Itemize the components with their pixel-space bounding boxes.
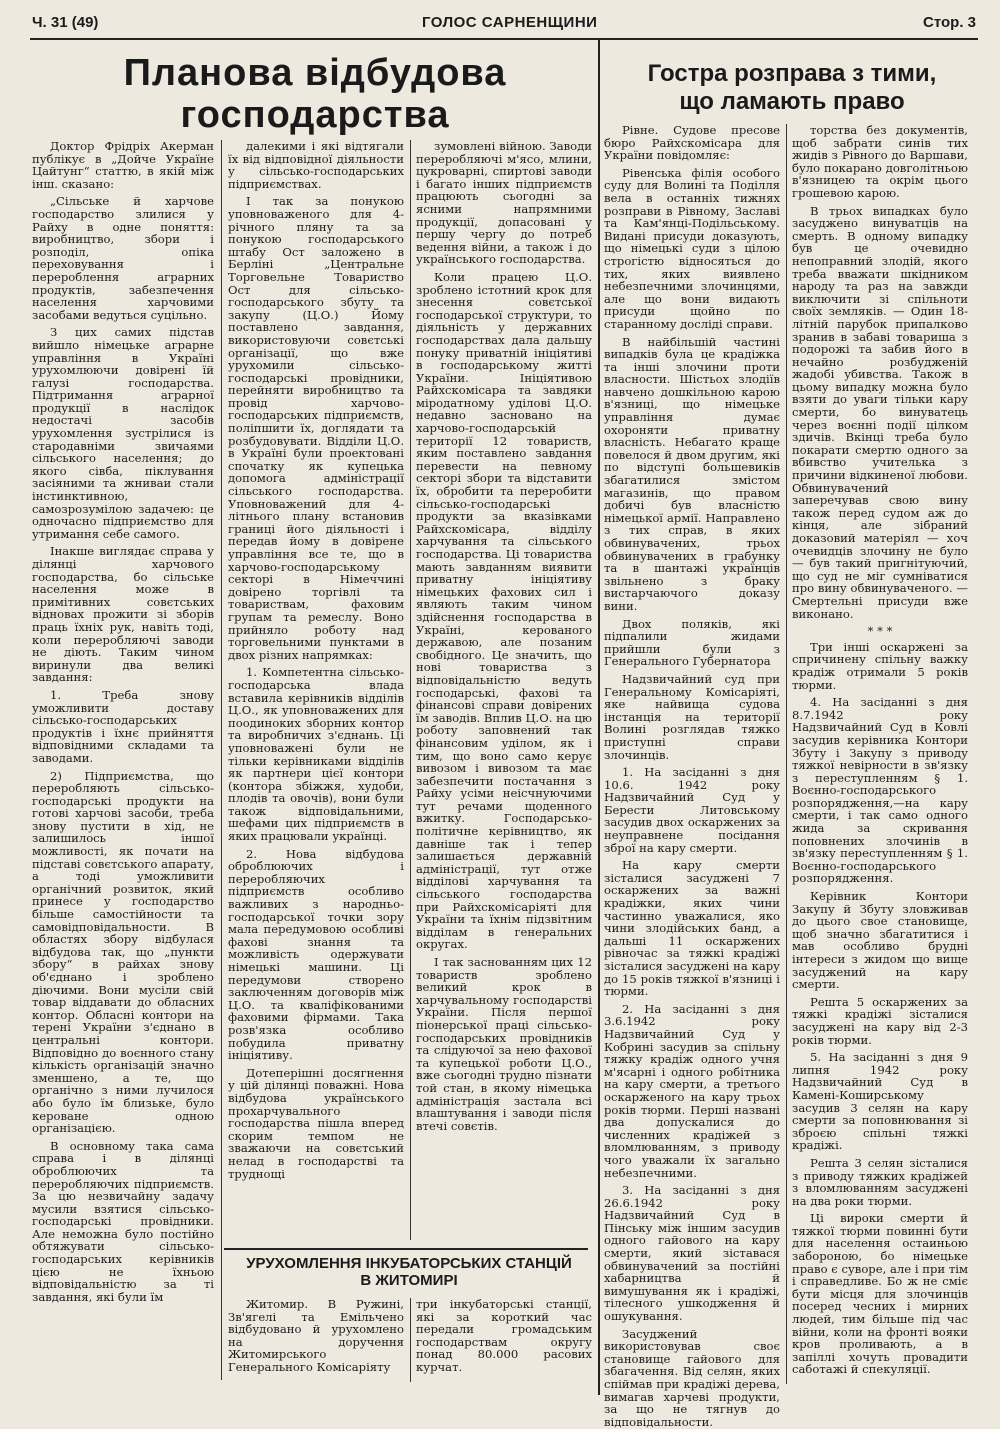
paragraph: Коли працею Ц.О. зроблено істотний крок для знесення совєтської господарської структури, то діяльність у державних господарствах дала дальшу понуку приватній ініціятиві в господарському житті України. Ініціятивою Райхскомісара та завдяки міродатному уділові Ц.О. недавно засновано на харчово-господарській території 12 товариств, яким поставлено завдання перевести на певному секторі збори та відставити їх, обробити та переробити сільсько-господарські продукти за вказівками Райхскомісара, відділу харчування та сільського господарства. Ці товариства мають завданням виявити приватну ініціятиву німецьких фахових сил і являють таким чином здійснення господарства в Україні, керованого державою, але позаним свобідного. Це значить, що нові товариства з відповідальністю ведуть господарські, фахові та фінансові справи довірених їм заводів. Вплив Ц.О. на цю роботу заповнений так фінансовим уділом, як і тим, що воно само керує вивозом і вивозом та має забезпечити постачання з Райху усіми неісчнуючими тут речами щоденного вжитку. Господарсько-політичне керівництво, як давніше так і тепер залишається державній адміністрації, тут отже відділові харчування та сільського господарства при Райхскомісаріяті для України та їхнім підзвітним відділам в генеральних округах. (416, 269, 592, 952)
article3-paragraph: Житомир. В Ружині, Зв'ягелі та Емільчено відбудовано й урухомлено на доручення Житомирського Генерального Комісаріяту (228, 1297, 404, 1374)
article2-column-2 (792, 124, 968, 1390)
paragraph: 2) Підприємства, що переробляють сільсько-господарські продукти на готові харчові засоби, треба знову пустити в хід, не залишилось іншої можливості, як почати на підставі совєтського апарату, а тоді уможливити органічний розвиток, який принесе у господарство більше самостійности та самовідповідальности. В областях збору відбулася відбудова так, що „пункти збору“ в райхах знову об'єднано і зроблено діючими. Вони мусіли свій товар віддавати до обласних контор. Обласні контори на терені України з'єднано в центральні контори. Відповідно до воєнного стану кількість організацій значно зменшено, а те, що органічно з ними лучилося або було їм близьке, було кероване одною організацією. (32, 768, 214, 1136)
article3-column-2 (416, 1298, 592, 1390)
column-divider (410, 140, 411, 1240)
section-separator: * * * (867, 624, 893, 639)
article1-headline-line2: господарства (180, 94, 450, 136)
paragraph: В основному така сама справа і в ділянці оброблюючих та переробляючих підприємств. За цю незвичайну задачу мусили взятися сільсько-господарські провідники. Але неможна було постійно обтяжувати сільсько-господарських керівників цією не їхньою відповідальністю за ті завдання, які були їм (32, 1138, 214, 1304)
article1-headline (40, 52, 590, 136)
article3-top-rule (224, 1248, 588, 1250)
article1-column-3 (416, 140, 592, 1240)
article2-headline (606, 60, 978, 116)
paragraph: І так заснованням цих 12 товариств зроблено великий крок в харчувальному господарстві України. Після першої піонерської праці сільсько-господарських провідників та слідуючої за нею фахової та купецької роботи Ц.О., вже сьогодні трудно пізнати той стан, в якому німецька адміністрація застала всі влаштування і заводи після втечі совєтів. (416, 955, 592, 1133)
article3-headline-line2: В ЖИТОМИРІ (360, 1272, 458, 1289)
header-rule (30, 38, 978, 40)
paragraph: Двох поляків, які підпалили жидами прийшли були з Генерального Губернатора (604, 616, 780, 669)
paragraph: В трьох випадках було засуджено винуватців на смерть. В одному випадку був це очевидно непоправний злодій, якого треба вважати шкідником народу та раз на завжди виключити зі спільноти своїх земляків. — Один 18-літній парубок припалково зранив в забаві товариша з подорожі та забив його в нечайно розбудженій жадобі убивства. Також в цьому випадку можна було взяти до уваги тільки кару смерти, бо винуватець через воєнні події цілком здичів. Вкінці треба було покарати смертю одного за вбивство учителька з причини відкиненої любови. Обвинувачений заперечував свою вину також перед судом аж до кінця, але зібраний доказовий матеріял — хоч очевидців злочину не було — був такий пригнітуючий, що суд не мiг сумніватися про вину обвинуваченого. — Смертельні присуди вже виконано. (792, 203, 968, 621)
article2-column-1 (604, 123, 780, 1429)
newspaper-name: ГОЛОС САРНЕНЩИНИ (422, 14, 598, 31)
paragraph: 2. Нова відбудова оброблюючих і переробляючих підприємств особливо важливих з народньо-господарської точки зору мала передумовою особливі фахові знання та можливість одержувати німецькі машини. Ці передумови створено заключенням договорів між Ц.О. та кваліфікованими фаховими фірмами. Така розв'язка особливо побудила приватну ініціятиву. (228, 846, 404, 1063)
paragraph: Керівник Контори Закупу й Збуту зловживав до цього свое становище, щоб значно збагатитися і мав особливо брудні інтереси з жидом що вище засуджений на кару смерти. (792, 889, 968, 992)
paragraph: Інакше виглядає справа у ділянці харчового господарства, бо сільське населення може в примітивних совєтських відновах прожити зі зборів праць їхніх рук, навіть тоді, коли переробляючі заводи не діють. Таким чином виринули два великі завдання: (32, 544, 214, 685)
paragraph: зумовлені війною. Заводи переробляючі м'ясо, млини, цукроварні, спиртові заводи і багато інших підприємств працюють сьогодні за ясними напрямними продукції, допасовані у першу чергу до потреб ведення війни, а також і до українського господарства. (416, 139, 592, 267)
article3-headline-line1: УРУХОМЛЕННЯ ІНКУБАТОРСЬКИХ СТАНЦІЙ (246, 1255, 572, 1272)
article2-headline-line2: що ламають право (679, 88, 905, 115)
article1-headline-line1: Планова відбудова (123, 52, 507, 94)
paragraph: В найбільшій частині випадків була це крадіжка та інші злочини проти власности. Шістьох злодіїв навчено дошкільною карою в'язниці, що німецьке управління думає охороняти приватну власність. Небагато краще повелося й двом другим, які по відступі большевиків збагатилися змістом магазинів, що правом добичі був власністю німецької армії. Направлено з тих справ, в яких обвинувачених, трьох обвинувачених в грабунку та в шантажі українців звільнено з браку вистарчаючого доказу вини. (604, 334, 780, 613)
article3-headline (226, 1255, 592, 1289)
paragraph: 2. На засіданні з дня 3.6.1942 року Надзвичайний Суд у Кобрині засудив за спільну тяжку крадіж одного учня м'ясарні і одного робітника на кару смерти, а третього оскарженого на кару трьох років тюрми. Першi названi два допускалися до численних крадіжей з вломлюванням, з приводу чого уважали їх загально небезпечними. (604, 1001, 780, 1180)
paragraph: На кару смерти зісталися засуджені 7 оскаржених за важні крадіжки, яких чини частинно уважалися, яко чини злодійських банд, а дальші 11 оскаржених рівночас за тяжкі крадіжі зісталися засуджені на кару до 15 років тяжкої в'язниці і тюрми. (604, 858, 780, 999)
article3-column-1 (228, 1298, 404, 1390)
paragraph: 3. На засіданні з дня 26.6.1942 року Надзвичайний Суд в Пінську між іншим засудив одного гайового на кару смерти, який зіставася обвинувачений за постійні хабарництва й вимушування як і крадіжі, тілесного ушкодження й ошукування. (604, 1183, 780, 1324)
paragraph: Надзвичайний суд при Генеральному Комісаріяті, яке найвища судова інстанція на території Волині розглядав тяжко приступні справи злочинців. (604, 671, 780, 762)
paragraph: Засуджений використовував своє становище гайового для збагачення. Від селян, яких спіймав при крадіжі дерева, вимагав харчеві продукти, за що не тягнув до відповідальности. (604, 1326, 780, 1429)
issue-number: Ч. 31 (49) (32, 14, 99, 31)
paragraph: 4. На засіданні з дня 8.7.1942 року Надзвичайний Суд в Ковлі засудив керівника Контори Збуту і Закупу з приводу тяжкої невірности в зв'язку з переступленням § 1. Воєнно-господарського розпорядження,—на кару смерти, і так само одного жида за скривання поповнених злочинів в зв'язку переступленням § 1. Воєнно-господарського розпорядження. (792, 695, 968, 886)
paragraph: Доктор Фрідріх Акерман публікує в „Дойче Україне Цайтунг“ статтю, в якій між інш. сказано: (32, 139, 214, 191)
paragraph: З цих самих підстав вийшло німецьке аграрне управління в Україні урухомлюючи довірені їй галузі господарства. Підтримання аграрної продукції в наслідок недостачі засобів урухомлення зустрілися із стародавніми звичаями сільського населення; до якого сівба, піклування засіяними та жниваи стали інстинктивною, самозрозумілою задачею: це одночасно підприємство для утримання себе самого. (32, 325, 214, 541)
paragraph: 5. На засіданні з дня 9 липня 1942 року Надзвичайний Суд в Камені-Коширському засудив 3 селян на кару смерти за поповнювання зі зброєю спільні тяжкі крадіжі. (792, 1050, 968, 1153)
page-header (32, 14, 976, 36)
paragraph: Ці вироки смерти й тяжкої тюрми повинні бути для населення остаиньою забороною, бо німецьке право є суворе, але і при тім і справедливе. Бо ж не смiє бути місця для злочинців посеред чесних і мирних людей, тим більше під час війни, коли на фронті вояки кров проливають, а в запіллі хочуть провадити саботажі й спекуляції. (792, 1211, 968, 1377)
paragraph: Решта 5 оскаржених за тяжкі крадіжі зісталися засуджені на кару від 2-3 років тюрми. (792, 994, 968, 1047)
section-divider (598, 40, 600, 1395)
paragraph: Рівне. Судове пресове бюро Райхскомісара для України повідомляє: (604, 123, 780, 163)
paragraph: Три інші оскаржені за спричинену спільну важку крадіж отримали 5 років тюрми. (792, 639, 968, 692)
page-number: Стор. 3 (923, 14, 976, 31)
paragraph: торства без документів, щоб забрати синів тих жидів з Рівного до Варшави, було покарано довголітньою в'язницею та окрім цього грошевою карою. (792, 123, 968, 200)
column-divider (786, 124, 787, 1384)
article1-column-2 (228, 140, 404, 1240)
article1-column-1 (32, 140, 214, 1390)
paragraph: 1. На засіданні з дня 10.6. 1942 року Надзвичайний Суд у Берести Литовському засудив двох оскаржених за неуправнене посідання зброї на кару смерти. (604, 765, 780, 855)
paragraph: далекими і які відтягали їх від відповідної діяльности у сільсько-господарських підприємствах. (228, 139, 404, 191)
paragraph: Дотеперішні досягнення у цій ділянці поважні. Нова відбудова українського прохарчувального господарства пішла вперед скорим темпом не зважаючи на совєтський нелад в господарстві та труднощі (228, 1065, 404, 1181)
article2-headline-line1: Гостра розправа з тими, (647, 60, 937, 87)
paragraph: Решта 3 селян зісталися з приводу тяжких крадіжей з вломлюванням засуджені на два роки тюрми. (792, 1155, 968, 1208)
column-divider (410, 1298, 411, 1382)
paragraph: І так за понукою уповноваженого для 4-річного пляну та за понукою господарського штабу Ост заложено в Берліні „Центральне Торговельне Товариство Ост для сільсько-господарського збуту та закупу (Ц.О.) Йому поставлено завдання, використовуючи совєтські організації, що вже урухомили сільсько-господарські провідники, перейняти виробництво та провід харчово-господарських підприємств, поліпшити їх, доглядати та розбудовувати. Відділи Ц.О. в Україні були проектовані спочатку як купецька допомога адміністрації сільського господарства. Уповноважений для 4-літнього плану встановив границі його діяльності і передав йому в довірене управління все те, що в харчово-господарському секторі в Німеччині довірено торгівлі та товариствам, фаховим групам та ремеслу. Воно прийняло роботу над торговельними пунктами в двох різних напрямках: (228, 194, 404, 662)
paragraph: „Сільське й харчове господарство злилися у Райху в одне поняття: виробництво, збори і розподіл, опіка переховування і перероблення аграрних продуктів, забезпечення населення харчовими засобами ведуться суцільно. (32, 194, 214, 322)
paragraph: Рівенська філія особого суду для Волині та Поділля вела в останніх тижнях розправи в Рівному, Заславі та Кам'янці-Подільському. Видані присуди доказують, що німецькі суди з цілою строгістю відносяться до тих, яких виявлено небезпечними злочинцями, але що вони видають присуди щойно по старанному досліді справи. (604, 165, 780, 331)
paragraph: 1. Компетентна сільсько-господарська влада вставила керівників відділів Ц.О., як уповноважених для поодиноких зборних контор та виробничих з'єднань. Ці уповноважені були не тільки керівниками відділів як партнери цієї контори (контора збіжжя, худоби, плодів та овочів), вони були також відповідальними, шефами цих підприємств в яких працювали українці. (228, 665, 404, 844)
paragraph: 1. Треба знову уможливити доставу сільсько-господарських продуктів і їхнє прийняття відповідними складами та заводами. (32, 687, 214, 765)
column-divider (221, 140, 222, 1380)
article3-paragraph: три інкубаторські станції, які за короткий час передали громадським господарствам округу понад 80.000 расових курчат. (416, 1297, 592, 1374)
